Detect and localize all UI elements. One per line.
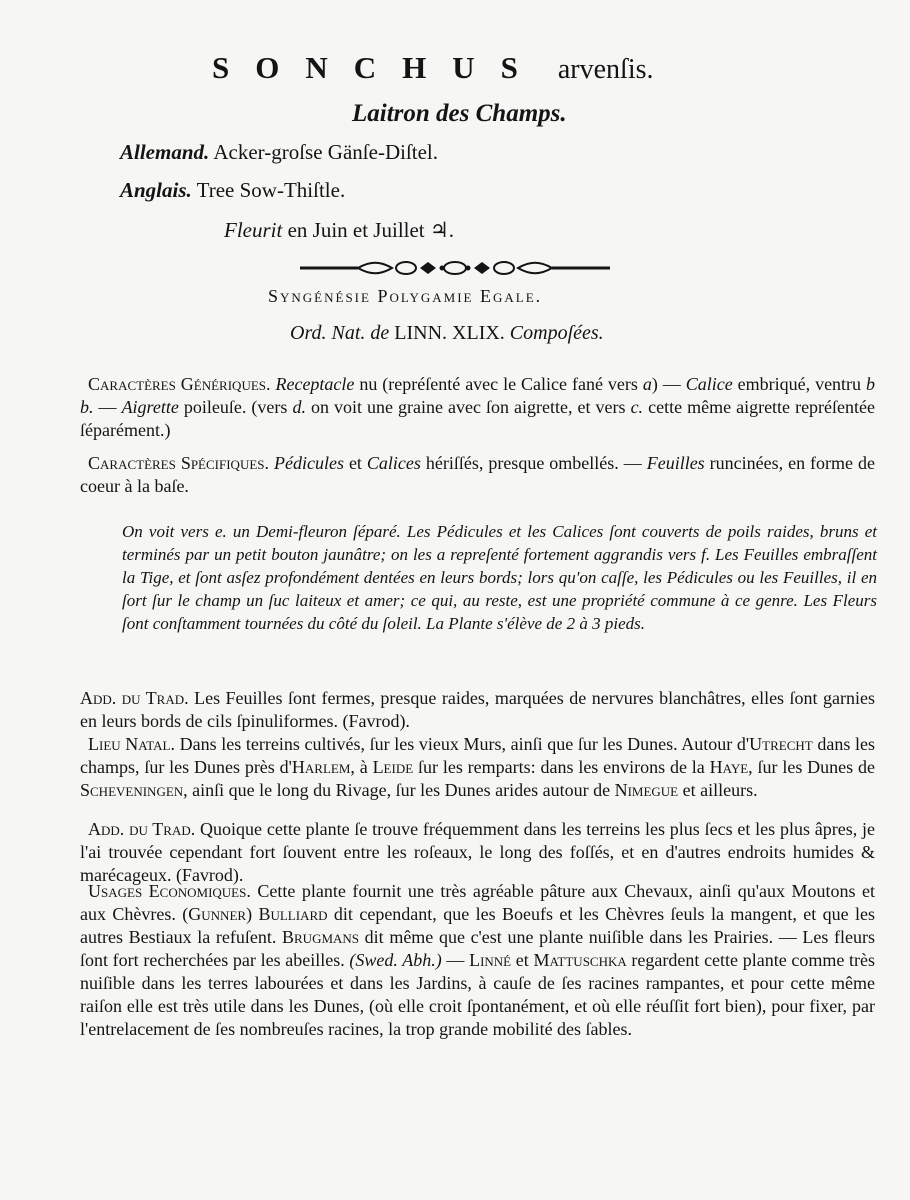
text-run: on voit une graine avec ſon aigrette, et vers (305, 397, 631, 417)
english-label: Anglais. (120, 178, 192, 202)
text-run: Les Feuilles ſont fermes, presque raides, marquées de nervures blanchâtres, elles ſont garnies en leurs bords de cils ſpinuliformes. (Favrod). (80, 688, 875, 731)
order-prefix: Ord. Nat. de (290, 322, 390, 344)
place-name: Scheveningen (80, 780, 184, 800)
author-name: Linné (469, 950, 512, 970)
genus-name: SONCHUS (212, 50, 544, 85)
text-run: dit cependant, que les Boeufs et les Chèvres ſeuls la mangent, et que les autres Bestiaux la refuſent. (80, 904, 876, 947)
text-run: Cette plante fournit une très agréable pâture aux Chevaux, ainſi qu'aux Moutons et aux Chèvres. ( (80, 881, 876, 924)
economic-uses-heading: Usages Economiques. (88, 881, 251, 901)
order-linn: LINN. (394, 322, 448, 344)
text-run: ſur les remparts: dans les environs de la (413, 757, 710, 777)
author-name: Mattuschka (533, 950, 627, 970)
place-name: Leide (372, 757, 414, 777)
text-run: , à (350, 757, 373, 777)
description-note-paragraph: On voit vers e. un Demi-fleuron ſéparé. Les Pédicules et les Calices ſont couverts de poils raides, bruns et terminés par un petit bouton jaunâtre; on les a repreſenté fortement aggrandis vers f. Les Feuilles embraſſent la Tige, et ſont asſez profondément dentées en leurs bords; lors qu'on caſſe, les Pédicules ou les Feuilles, il en ſort ſur le champ un ſuc laiteux et amer; ce qui, au reste, est une propriété commune à ce genre. Les Fleurs ſont conſtamment tournées du côté du ſoleil. La Plante s'élève de 2 à 3 pieds. (122, 522, 877, 633)
translator-addition-heading: Add. du Trad. (88, 819, 196, 839)
place-name: Harlem (291, 757, 351, 777)
text-run: runcinées, en forme de coeur à la baſe. (80, 453, 875, 496)
order-number: XLIX. (452, 322, 505, 344)
author-name: Brugmans (282, 927, 360, 947)
german-name-line (120, 140, 438, 165)
text-run: dit même que c'est une plante nuiſible dans les Prairies. — Les fleurs ſont fort recherchées par les abeilles. (80, 927, 875, 970)
text-run: Calice (685, 374, 733, 394)
text-run: Aigrette (121, 397, 179, 417)
text-run: — (441, 950, 470, 970)
english-name: Tree Sow-Thiſtle. (196, 178, 346, 202)
english-name-line (120, 178, 345, 203)
text-run: Calices (366, 453, 421, 473)
flowering-line (224, 218, 454, 243)
german-label: Allemand. (120, 140, 210, 164)
linnaean-class: Syngénésie Polygamie Egale. (268, 286, 543, 306)
text-run: nu (repréſenté avec le Calice fané vers (354, 374, 643, 394)
text-run: regardent cette plante comme très nuiſible dans les terres labourées et dans les Jardins, à cauſe de ſes racines rampantes, et pour cette même raiſon elle est très utile dans les Dunes, (où elle croit ſpontanément, et où elle réuſſit fort bien), pour fixer, par l'entrelacement de ſes nombreuſes racines, la trop grande mobilité des ſables. (80, 950, 875, 1039)
text-run: Receptacle (275, 374, 355, 394)
ornament-divider-icon (300, 258, 610, 278)
text-run: embriqué, ventru (732, 374, 866, 394)
natural-order-line (290, 322, 604, 345)
text-run: Pédicules (273, 453, 344, 473)
page-title (212, 50, 654, 86)
author-name: Gunner (188, 904, 247, 924)
place-name: Nimegue (614, 780, 679, 800)
economic-uses-paragraph (80, 880, 875, 1041)
place-name: Haye (709, 757, 749, 777)
text-run: hériſſés, presque ombellés. — (420, 453, 647, 473)
text-run: poileuſe. (vers (178, 397, 293, 417)
text-run: et (511, 950, 534, 970)
generic-characters-paragraph (80, 373, 875, 442)
translator-addition-2 (80, 818, 875, 887)
text-run: et ailleurs. (678, 780, 758, 800)
citation: (Swed. Abh.) (349, 950, 442, 970)
translator-addition-heading: Add. du Trad. (80, 688, 189, 708)
author-name: Bulliard (258, 904, 328, 924)
french-common-name: Laitron des Champs. (352, 100, 567, 127)
text-run: ) (246, 904, 259, 924)
text-run: a (642, 374, 652, 394)
translator-addition-1 (80, 687, 875, 733)
text-run: cette même aigrette repréſentée ſéparément.) (80, 397, 876, 440)
text-run: — (93, 397, 122, 417)
order-family: Compoſées. (509, 322, 604, 344)
text-run: , ſur les Dunes de (748, 757, 875, 777)
generic-characters-heading: Caractères Génériques. (88, 374, 271, 394)
text-run: ) — (651, 374, 686, 394)
place-name: Utrecht (749, 734, 813, 754)
text-run: d. (292, 397, 306, 417)
text-run: Quoique cette plante ſe trouve fréquemment dans les terreins les plus ſecs et les plus âpres, je l'ai trouvée cependant fort ſouvent entre les roſeaux, le long des foſſés, et en d'autres endroits humides & marécageux. (Favrod). (80, 819, 876, 885)
specific-characters-heading: Caractères Spécifiques. (88, 453, 270, 473)
habitat-paragraph (80, 733, 875, 802)
species-name: arvenſis. (557, 54, 654, 85)
text-run: , ainſi que le long du Rivage, ſur les Dunes arides autour de (183, 780, 615, 800)
specific-characters-paragraph (80, 452, 875, 498)
text-run: Dans les terreins cultivés, ſur les vieux Murs, ainſi que ſur les Dunes. Autour d' (174, 734, 750, 754)
text-run: et (343, 453, 367, 473)
text-run: dans les champs, ſur les Dunes près d' (80, 734, 875, 777)
habitat-heading: Lieu Natal. (88, 734, 175, 754)
text-run: b b. (80, 374, 875, 417)
flowering-text: en Juin et Juillet (287, 218, 425, 242)
text-run: c. (630, 397, 644, 417)
perennial-symbol: ♃. (429, 218, 454, 242)
german-name: Acker-groſse Gänſe-Diſtel. (213, 140, 439, 164)
text-run: Feuilles (646, 453, 705, 473)
flowering-label: Fleurit (224, 218, 283, 242)
